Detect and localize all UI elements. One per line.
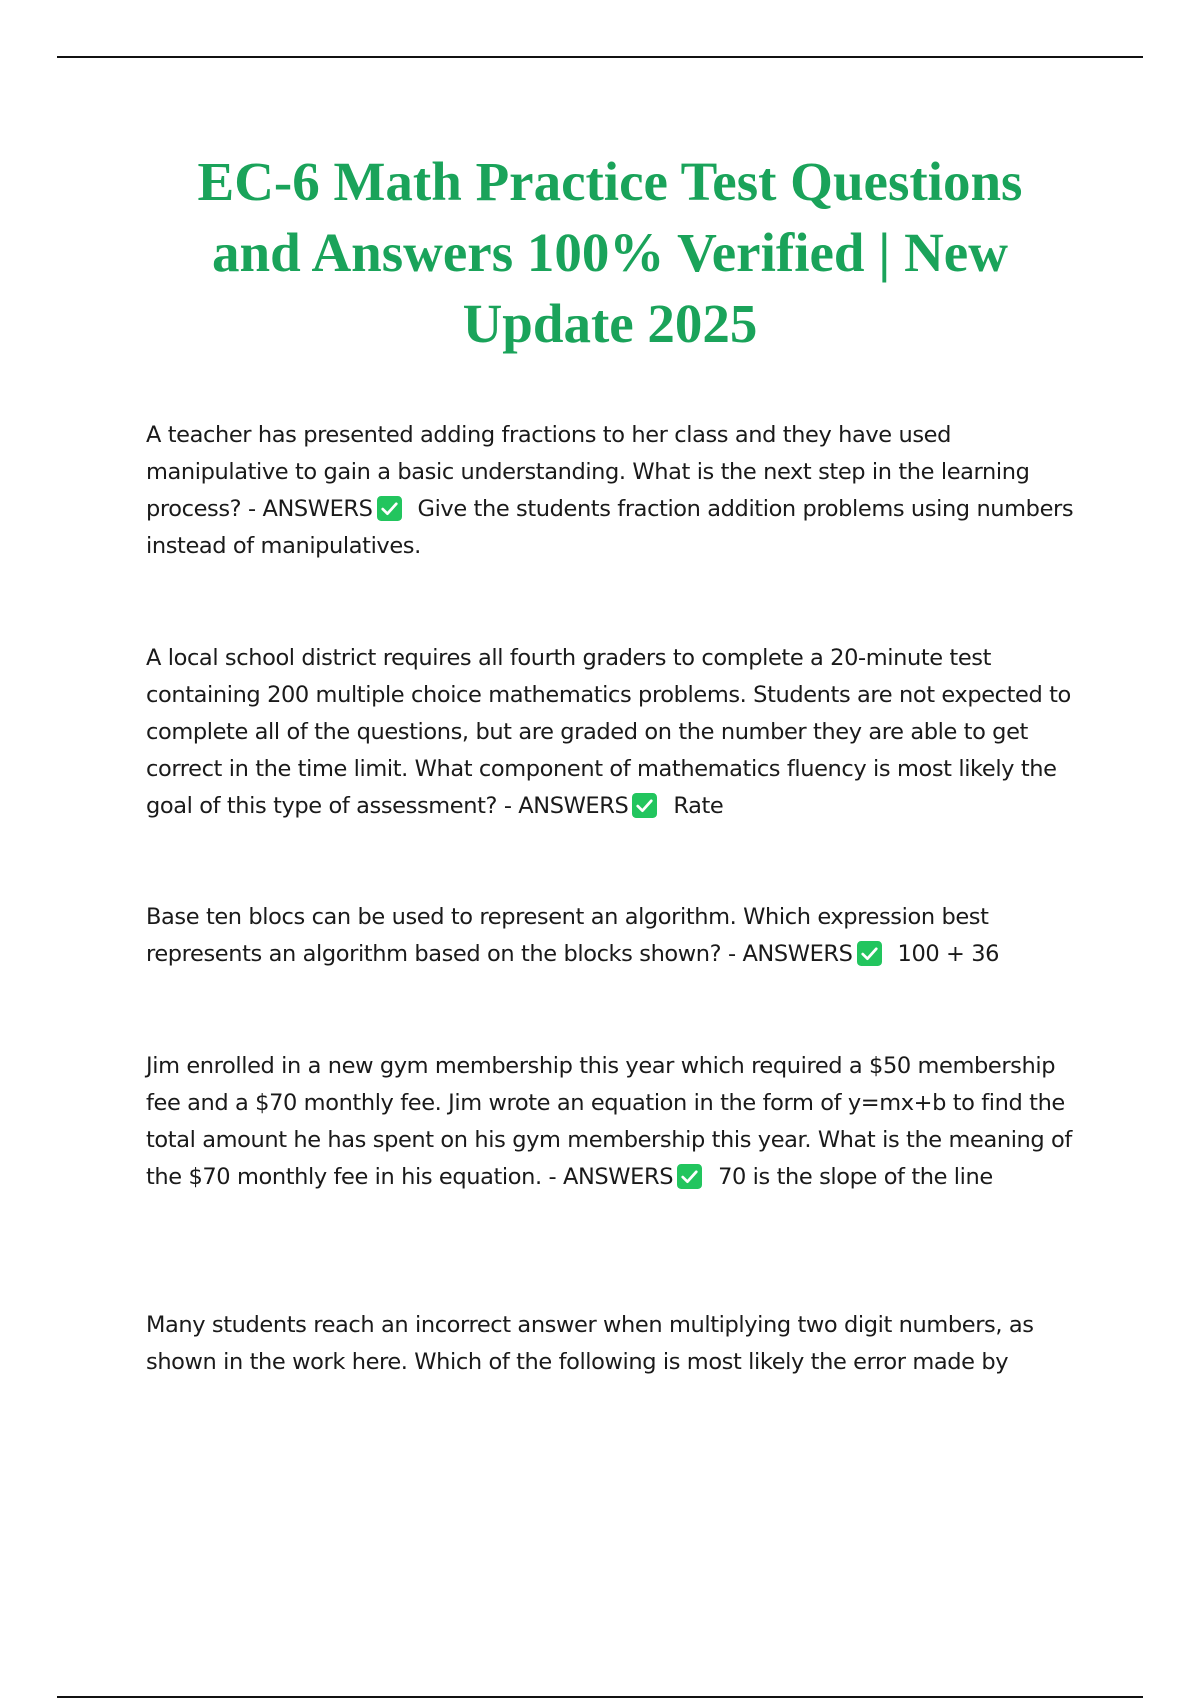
qa-item-1: [146, 417, 1096, 565]
top-rule: [57, 56, 1143, 58]
answer-text: 100 + 36: [897, 941, 1000, 967]
check-icon: [857, 941, 882, 966]
question-text: Many students reach an incorrect answer when multiplying two digit numbers, as shown in the work here. Which of the following is most likely the error made by: [146, 1312, 1034, 1375]
question-text: Base ten blocs can be used to represent an algorithm. Which expression best represents an algorithm based on the blocks shown?: [146, 904, 989, 967]
question-text: A teacher has presented adding fractions to her class and they have used manipulative to gain a basic understanding. What is the next step in the learning process?: [146, 422, 1030, 522]
qa-item-3: [146, 899, 1096, 973]
answer-text: Rate: [673, 793, 724, 819]
answer-label: - ANSWERS: [247, 496, 373, 522]
qa-item-5: [146, 1307, 1096, 1381]
question-text: Jim enrolled in a new gym membership this year which required a $50 membership fee and a $70 monthly fee. Jim wrote an equation in the form of y=mx+b to find the total amount he has spent on his gym membership this year. What is the meaning of the $70 monthly fee in his equation.: [146, 1053, 1072, 1190]
answer-label: - ANSWERS: [727, 941, 853, 967]
answer-label: - ANSWERS: [503, 793, 629, 819]
qa-item-4: [146, 1048, 1096, 1196]
check-icon: [377, 496, 402, 521]
answer-text: 70 is the slope of the line: [718, 1164, 993, 1190]
check-icon: [632, 793, 657, 818]
document-title: EC-6 Math Practice Test Questions and Answers 100% Verified | New Update 2025: [197, 151, 1023, 354]
answer-text: Give the students fraction addition problems using numbers instead of manipulatives.: [146, 496, 1074, 559]
qa-item-2: [146, 640, 1096, 825]
answer-label: - ANSWERS: [548, 1164, 674, 1190]
bottom-rule: [57, 1696, 1143, 1698]
check-icon: [677, 1164, 702, 1189]
question-text: A local school district requires all fourth graders to complete a 20-minute test containing 200 multiple choice mathematics problems. Students are not expected to complete all of the questions, but are graded on the number they are able to get correct in the time limit. What component of mathematics fluency is most likely the goal of this type of assessment?: [146, 645, 1071, 819]
